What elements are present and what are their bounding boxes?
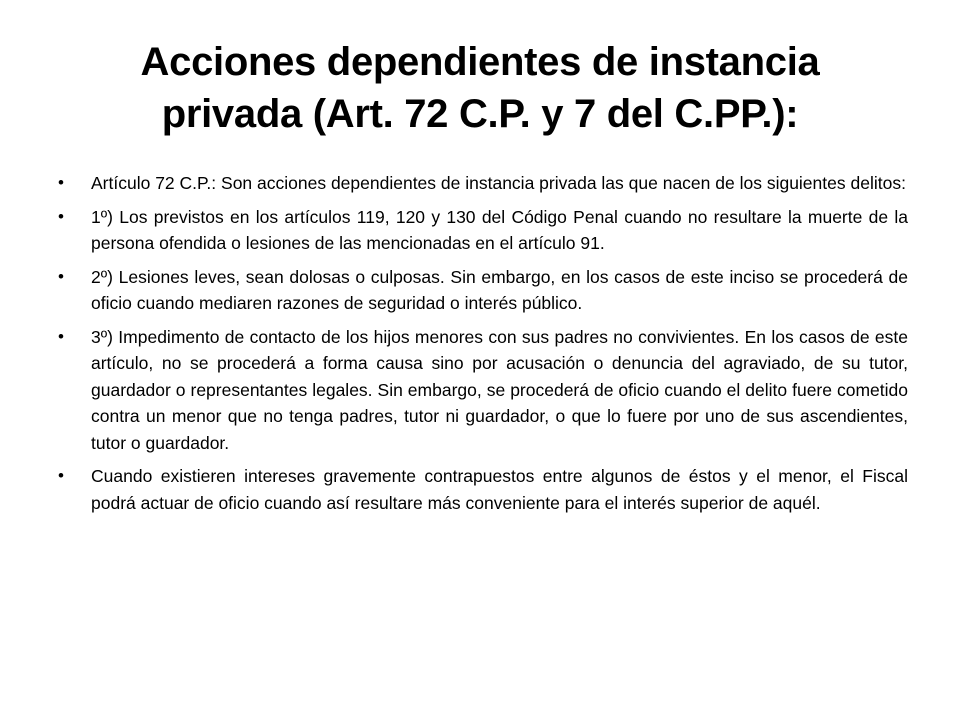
- bullet-icon: •: [58, 206, 64, 226]
- bullet-text-inciso-2: 2º) Lesiones leves, sean dolosas o culposas. Sin embargo, en los casos de este inciso se procederá de oficio cuando mediaren razones de seguridad o interés público.: [91, 266, 908, 313]
- bullet-item: [58, 463, 908, 516]
- slide-title: [60, 36, 900, 140]
- bullet-text-articulo-72: Artículo 72 C.P.: Son acciones dependientes de instancia privada las que nacen de los siguientes delitos:: [91, 173, 906, 193]
- bullet-icon: •: [58, 326, 64, 346]
- bullet-text-inciso-1: 1º) Los previstos en los artículos 119, 120 y 130 del Código Penal cuando no resultare la muerte de la persona ofendida o lesiones de las mencionadas en el artículo 91.: [91, 206, 908, 253]
- bullet-text-inciso-3: 3º) Impedimento de contacto de los hijos menores con sus padres no convivientes. En los casos de este artículo, no se procederá a forma causa sino por acusación o denuncia del agraviado, de su tutor, guardador o representantes legales. Sin embargo, se procederá de oficio cuando el delito fuere cometido contra un menor que no tenga padres, tutor ni guardador, o que lo fuere por uno de sus ascendientes, tutor o guardador.: [91, 326, 908, 453]
- bullet-item: [58, 264, 908, 317]
- bullet-item: [58, 324, 908, 457]
- bullet-item: [58, 204, 908, 257]
- bullet-icon: •: [58, 173, 64, 192]
- bullet-list: [58, 170, 908, 523]
- bullet-icon: •: [58, 266, 64, 286]
- bullet-icon: •: [58, 466, 64, 485]
- bullet-item: [58, 170, 908, 197]
- slide-title-line-1: Acciones dependientes de instancia: [140, 40, 820, 84]
- slide-title-line-2: privada (Art. 72 C.P. y 7 del C.PP.):: [161, 92, 799, 136]
- bullet-text-intereses-contrapuestos: Cuando existieren intereses gravemente contrapuestos entre algunos de éstos y el menor, el Fiscal podrá actuar de oficio cuando así resultare más conveniente para el interés superior de aquél.: [91, 466, 908, 513]
